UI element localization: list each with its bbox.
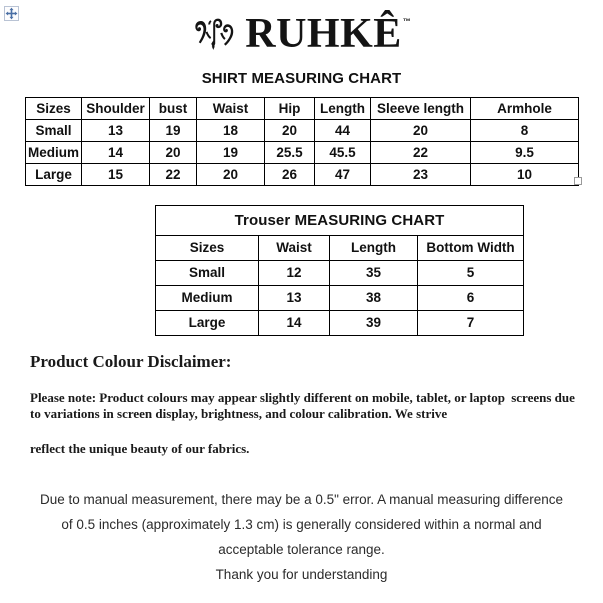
table-row <box>156 261 524 286</box>
measurement-cell: 44 <box>315 120 371 142</box>
column-header: Hip <box>265 98 315 120</box>
column-header: Waist <box>259 236 330 261</box>
measurement-cell: 20 <box>197 164 265 186</box>
measurement-cell: 35 <box>330 261 418 286</box>
shirt-chart-title: SHIRT MEASURING CHART <box>201 70 402 87</box>
measurement-cell: 13 <box>82 120 150 142</box>
measurement-cell: 25.5 <box>265 142 315 164</box>
column-header: Length <box>315 98 371 120</box>
table-resize-handle[interactable] <box>574 177 582 185</box>
table-header-row <box>26 98 579 120</box>
column-header: bust <box>150 98 197 120</box>
measurement-cell: 13 <box>259 286 330 311</box>
measurement-cell: 45.5 <box>315 142 371 164</box>
measurement-cell: 20 <box>371 120 471 142</box>
column-header: Sizes <box>26 98 82 120</box>
size-label-cell: Medium <box>156 286 259 311</box>
measurement-cell: 19 <box>197 142 265 164</box>
measurement-cell: 10 <box>471 164 579 186</box>
column-header: Sleeve length <box>371 98 471 120</box>
measurement-cell: 19 <box>150 120 197 142</box>
ornate-r-monogram-icon <box>192 12 244 56</box>
shirt-measuring-table-container <box>25 97 579 186</box>
measurement-cell: 8 <box>471 120 579 142</box>
trouser-measuring-table-container <box>155 205 524 336</box>
size-label-cell: Large <box>156 311 259 336</box>
column-header: Shoulder <box>82 98 150 120</box>
brand-wordmark: RUHKÊ <box>245 11 402 57</box>
table-row <box>156 311 524 336</box>
tolerance-note-line-4: Thank you for understanding <box>215 567 388 582</box>
tolerance-note-line-1: Due to manual measurement, there may be a 0.5" error. A manual measuring difference <box>39 492 564 507</box>
measurement-cell: 20 <box>265 120 315 142</box>
table-row <box>26 142 579 164</box>
table-row <box>156 286 524 311</box>
trouser-measuring-table <box>155 205 524 336</box>
measurement-cell: 20 <box>150 142 197 164</box>
size-label-cell: Large <box>26 164 82 186</box>
tolerance-note-line-3: acceptable tolerance range. <box>218 542 385 557</box>
measurement-cell: 26 <box>265 164 315 186</box>
measurement-cell: 6 <box>418 286 524 311</box>
size-label-cell: Small <box>156 261 259 286</box>
table-row <box>26 164 579 186</box>
column-header: Waist <box>197 98 265 120</box>
measurement-cell: 7 <box>418 311 524 336</box>
table-header-row <box>156 236 524 261</box>
measurement-cell: 5 <box>418 261 524 286</box>
size-label-cell: Small <box>26 120 82 142</box>
measurement-cell: 38 <box>330 286 418 311</box>
measurement-cell: 22 <box>371 142 471 164</box>
disclaimer-body <box>30 390 575 457</box>
table-title-row <box>156 206 524 236</box>
measurement-tolerance-note <box>20 487 583 587</box>
measurement-cell: 14 <box>259 311 330 336</box>
size-label-cell: Medium <box>26 142 82 164</box>
brand-logo <box>0 12 603 56</box>
measurement-cell: 15 <box>82 164 150 186</box>
disclaimer-line-3: reflect the unique beauty of our fabrics. <box>30 441 250 456</box>
trademark-symbol: ™ <box>402 17 411 26</box>
tolerance-note-line-2: of 0.5 inches (approximately 1.3 cm) is generally considered within a normal and <box>61 517 542 532</box>
column-header: Bottom Width <box>418 236 524 261</box>
disclaimer-heading: Product Colour Disclaimer: <box>30 352 232 371</box>
table-row <box>26 120 579 142</box>
measurement-cell: 14 <box>82 142 150 164</box>
measurement-cell: 47 <box>315 164 371 186</box>
column-header: Armhole <box>471 98 579 120</box>
measurement-cell: 39 <box>330 311 418 336</box>
measurement-cell: 23 <box>371 164 471 186</box>
measurement-cell: 9.5 <box>471 142 579 164</box>
column-header: Sizes <box>156 236 259 261</box>
disclaimer-line-1: Please note: Product colours may appear slightly different on mobile, tablet, or laptop <box>30 390 505 405</box>
measurement-cell: 22 <box>150 164 197 186</box>
shirt-measuring-table <box>25 97 579 186</box>
measurement-cell: 18 <box>197 120 265 142</box>
column-header: Length <box>330 236 418 261</box>
measurement-cell: 12 <box>259 261 330 286</box>
trouser-chart-title: Trouser MEASURING CHART <box>156 206 524 236</box>
disclaimer-line-2: screens due to variations in screen display, brightness, and colour calibration. We strive <box>30 390 575 421</box>
